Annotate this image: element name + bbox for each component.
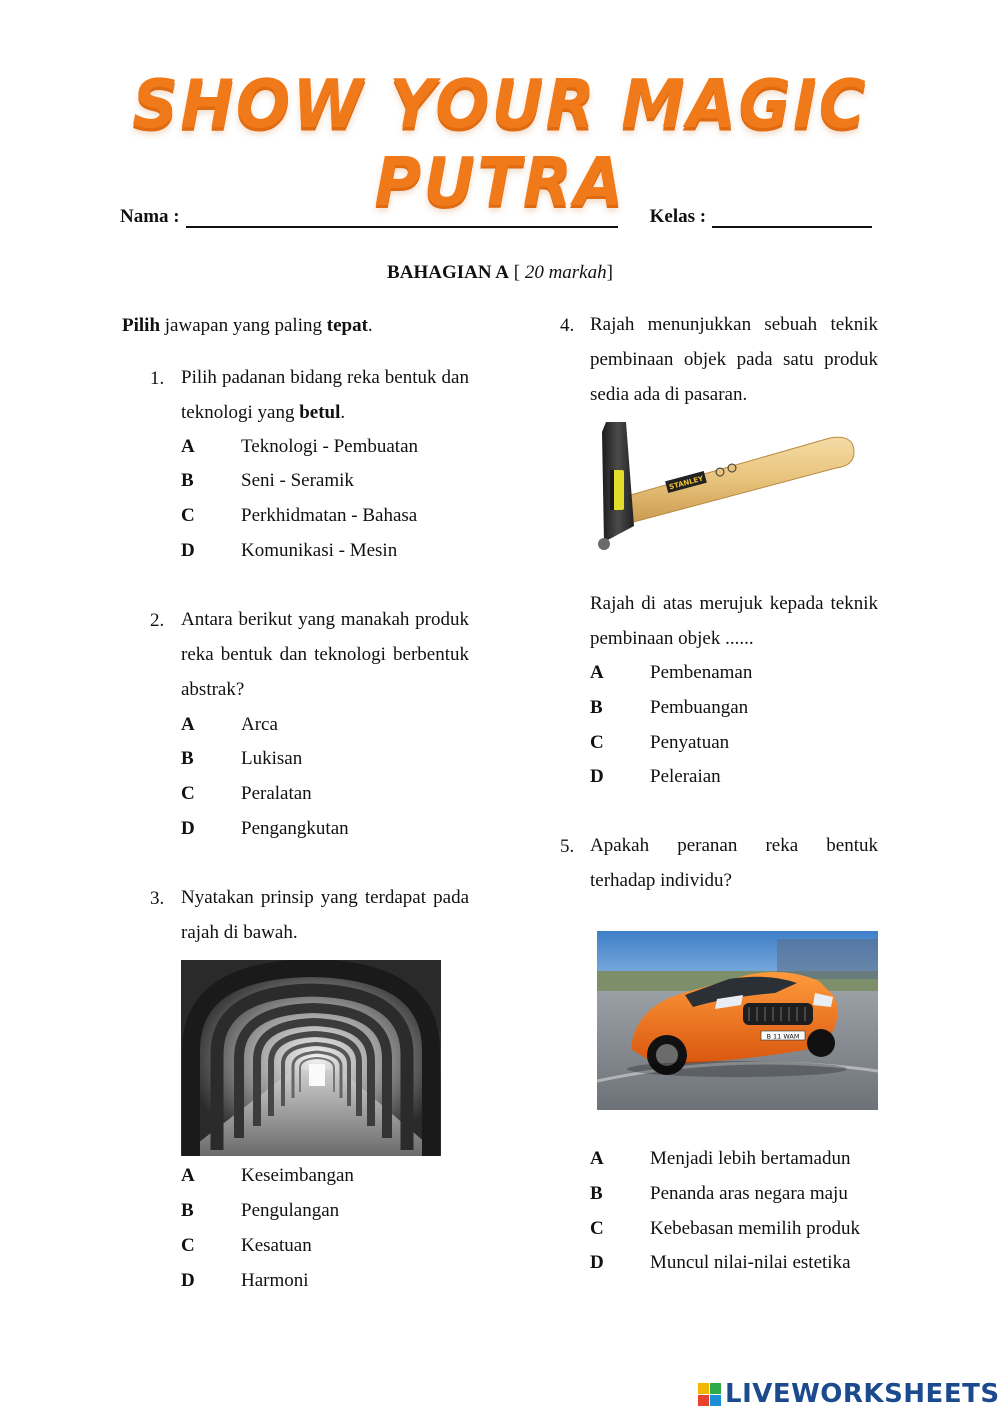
hammer-illustration <box>592 418 858 556</box>
q4-option-a[interactable] <box>590 662 752 684</box>
q3-option-c[interactable] <box>181 1235 312 1257</box>
option-letter: D <box>181 1270 195 1291</box>
q1-option-b[interactable] <box>181 470 354 492</box>
q3-text: Nyatakan prinsip yang terdapat pada rajah di bawah. <box>181 887 469 943</box>
q4-option-b[interactable] <box>590 697 748 719</box>
q1-option-a[interactable] <box>181 436 418 458</box>
option-text: Komunikasi - Mesin <box>241 540 398 561</box>
option-letter: C <box>590 1218 604 1239</box>
option-letter: B <box>590 1183 603 1204</box>
q3-option-b[interactable] <box>181 1200 339 1222</box>
instruction-bold-2: tepat <box>326 315 368 336</box>
option-text: Pembenaman <box>650 662 753 683</box>
instruction <box>122 308 373 343</box>
q5-option-a[interactable] <box>590 1148 851 1170</box>
option-letter: B <box>181 470 194 491</box>
q4-option-c[interactable] <box>590 732 729 754</box>
arches-corridor-illustration <box>181 960 441 1156</box>
option-letter: D <box>181 818 195 839</box>
q2-number: 2. <box>150 610 165 631</box>
option-letter: C <box>590 732 604 753</box>
option-letter: A <box>590 1148 604 1169</box>
logo-square-red <box>698 1395 709 1406</box>
option-text: Keseimbangan <box>241 1165 354 1186</box>
option-letter: A <box>181 1165 195 1186</box>
option-text: Lukisan <box>241 748 303 769</box>
instruction-mid: jawapan yang paling <box>164 315 322 336</box>
option-text: Menjadi lebih bertamadun <box>650 1148 851 1169</box>
option-text: Harmoni <box>241 1270 309 1291</box>
q1-text-bold: betul <box>299 402 341 423</box>
option-letter: A <box>181 714 195 735</box>
q4-text: Rajah menunjukkan sebuah teknik pembinaan objek pada satu produk sedia ada di pasaran. <box>590 314 878 405</box>
worksheet-title: SHOW YOUR MAGIC PUTRA <box>132 66 868 222</box>
instruction-end: . <box>367 315 373 336</box>
nama-input-line[interactable] <box>186 206 618 228</box>
arches-corridor-image <box>181 960 441 1156</box>
option-text: Penanda aras negara maju <box>650 1183 848 1204</box>
q2-option-a[interactable] <box>181 714 278 736</box>
option-text: Teknologi - Pembuatan <box>241 436 419 457</box>
option-text: Muncul nilai-nilai estetika <box>650 1252 851 1273</box>
option-text: Penyatuan <box>650 732 730 753</box>
q5-option-d[interactable] <box>590 1252 851 1274</box>
option-text: Seni - Seramik <box>241 470 354 491</box>
orange-car-illustration <box>597 931 878 1110</box>
kelas-label: Kelas : <box>649 206 707 227</box>
option-letter: A <box>590 662 604 683</box>
option-letter: D <box>181 540 195 561</box>
orange-car-image <box>597 931 878 1110</box>
option-letter: C <box>181 783 195 804</box>
q1-number: 1. <box>150 368 165 389</box>
q3-option-a[interactable] <box>181 1165 354 1187</box>
q1-text-pre: Pilih padanan bidang reka bentuk dan teknologi yang <box>181 367 469 423</box>
q5-number: 5. <box>560 836 575 857</box>
option-letter: A <box>181 436 195 457</box>
option-letter: B <box>181 748 194 769</box>
liveworksheets-logo[interactable] <box>698 1378 998 1410</box>
logo-square-green <box>710 1383 721 1394</box>
option-letter: C <box>181 1235 195 1256</box>
logo-square-blue <box>710 1395 721 1406</box>
liveworksheets-logo-icon <box>698 1383 721 1406</box>
section-heading: BAHAGIAN A [ 20 markah] <box>387 262 613 283</box>
q1-text <box>181 360 469 430</box>
q5-option-c[interactable] <box>590 1218 860 1240</box>
nama-label: Nama : <box>120 206 180 227</box>
section-marks: 20 markah <box>524 262 607 283</box>
q4-option-d[interactable] <box>590 766 721 788</box>
q1-option-d[interactable] <box>181 540 397 562</box>
option-text: Arca <box>241 714 278 735</box>
option-letter: D <box>590 1252 604 1273</box>
liveworksheets-brand: LIVEWORKSHEETS <box>725 1379 1000 1409</box>
option-letter: D <box>590 766 604 787</box>
license-plate: B 11 WAM <box>766 1032 800 1041</box>
q5-text: Apakah peranan reka bentuk terhadap individu? <box>590 835 878 891</box>
option-text: Peleraian <box>650 766 721 787</box>
option-text: Peralatan <box>241 783 312 804</box>
q5-option-b[interactable] <box>590 1183 848 1205</box>
option-letter: B <box>590 697 603 718</box>
kelas-input-line[interactable] <box>712 206 872 228</box>
section-label: BAHAGIAN A <box>387 262 509 283</box>
q1-option-c[interactable] <box>181 505 417 527</box>
name-class-row <box>120 206 880 228</box>
instruction-bold-1: Pilih <box>122 315 161 336</box>
option-text: Kesatuan <box>241 1235 312 1256</box>
hammer-brand-text: STANLEY <box>668 474 705 492</box>
logo-square-yellow <box>698 1383 709 1394</box>
option-text: Perkhidmatan - Bahasa <box>241 505 418 526</box>
q4-number: 4. <box>560 315 575 336</box>
option-letter: C <box>181 505 195 526</box>
q3-option-d[interactable] <box>181 1270 309 1292</box>
option-letter: B <box>181 1200 194 1221</box>
q4-followup: Rajah di atas merujuk kepada teknik pembinaan objek ...... <box>590 593 878 649</box>
option-text: Pembuangan <box>650 697 749 718</box>
q2-text: Antara berikut yang manakah produk reka bentuk dan teknologi berbentuk abstrak? <box>181 609 469 700</box>
q2-option-d[interactable] <box>181 818 349 840</box>
hammer-image <box>592 418 858 556</box>
option-text: Kebebasan memilih produk <box>650 1218 861 1239</box>
q2-option-b[interactable] <box>181 748 302 770</box>
option-text: Pengangkutan <box>241 818 349 839</box>
q1-text-post: . <box>340 402 346 423</box>
q3-number: 3. <box>150 888 165 909</box>
q2-option-c[interactable] <box>181 783 312 805</box>
option-text: Pengulangan <box>241 1200 340 1221</box>
